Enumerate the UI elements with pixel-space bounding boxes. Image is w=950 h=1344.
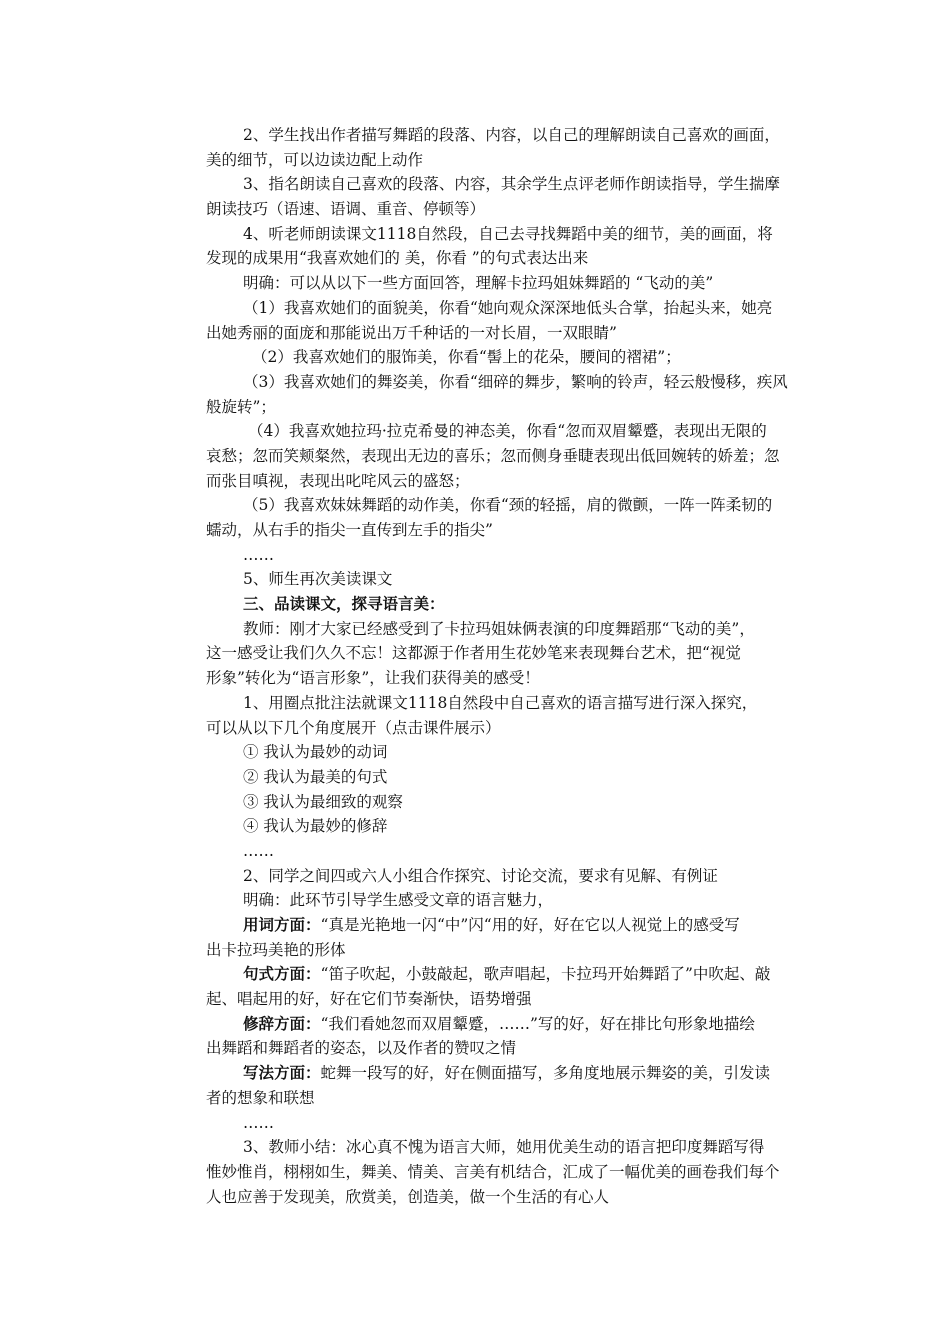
paragraph-line: 惟妙惟肖，栩栩如生，舞美、情美、言美有机结合，汇成了一幅优美的画卷我们每个 xyxy=(206,1162,780,1181)
paragraph-line: 发现的成果用“我喜欢她们的 美，你看 ”的句式表达出来 xyxy=(206,249,589,268)
paragraph-line xyxy=(206,1012,806,1037)
paragraph-line: （1）我喜欢她们的面貌美，你看“她向观众深深地低头合掌，抬起头来，她亮 xyxy=(243,298,773,317)
list-item: ① 我认为最妙的动词 xyxy=(243,743,388,762)
bold-lead: 句式方面： xyxy=(243,964,321,984)
paragraph-text: 蛇舞一段写的好，好在侧面描写，多角度地展示舞姿的美，引发读 xyxy=(320,1064,771,1083)
paragraph-line: 而张目嗔视，表现出叱咤风云的盛怒； xyxy=(206,471,470,490)
paragraph-text: “我们看她忽而双眉颦蹙，……”写的好，好在排比句形象地描绘 xyxy=(320,1014,755,1033)
paragraph-line: 美的细节，可以边读边配上动作 xyxy=(206,150,424,169)
paragraph-line: 可以从以下几个角度展开（点击课件展示） xyxy=(206,718,501,737)
paragraph-line: 般旋转”； xyxy=(206,397,276,416)
list-item: ④ 我认为最妙的修辞 xyxy=(243,817,388,836)
paragraph-line: 这一感受让我们久久不忘！这都源于作者用生花妙笔来表现舞台艺术，把“视觉 xyxy=(206,644,741,663)
paragraph-line xyxy=(206,913,806,938)
paragraph-line: 3、教师小结：冰心真不愧为语言大师，她用优美生动的语言把印度舞蹈写得 xyxy=(243,1138,765,1157)
section-heading: 三、品读课文，探寻语言美： xyxy=(243,594,445,614)
paragraph-line: 哀愁；忽而笑颊粲然，表现出无边的喜乐；忽而侧身垂睫表现出低回婉转的娇羞；忽 xyxy=(206,446,780,465)
paragraph-line: 5、师生再次美读课文 xyxy=(243,570,393,589)
paragraph-text: “真是光艳地一闪“中”闪“用的好，好在它以人视觉上的感受写 xyxy=(320,916,740,934)
paragraph-line: 2、同学之间四或六人小组合作探究、讨论交流，要求有见解、有例证 xyxy=(243,866,718,885)
paragraph-line: （4）我喜欢她拉玛·拉克希曼的神态美，你看“忽而双眉颦蹙，表现出无限的 xyxy=(248,422,767,441)
paragraph-line: 蠕动，从右手的指尖一直传到左手的指尖” xyxy=(206,521,493,539)
list-item: ③ 我认为最细致的观察 xyxy=(243,792,403,811)
paragraph-line: …… xyxy=(243,1113,274,1132)
paragraph-line: 出她秀丽的面庞和那能说出万千种话的一对长眉，一双眼睛” xyxy=(206,323,617,342)
paragraph-line: 出卡拉玛美艳的形体 xyxy=(206,940,346,959)
paragraph-line: …… xyxy=(243,841,274,860)
paragraph-line: 2、学生找出作者描写舞蹈的段落、内容，以自己的理解朗读自己喜欢的画面， xyxy=(243,126,780,144)
paragraph-line xyxy=(206,1061,806,1086)
paragraph-line: 出舞蹈和舞蹈者的姿态，以及作者的赞叹之情 xyxy=(206,1039,517,1058)
paragraph-line: 朗读技巧（语速、语调、重音、停顿等） xyxy=(206,200,486,219)
paragraph-line: 人也应善于发现美，欣赏美，创造美，做一个生活的有心人 xyxy=(206,1187,610,1206)
paragraph-line: （3）我喜欢她们的舞姿美，你看“细碎的舞步，繁响的铃声，轻云般慢移，疾风 xyxy=(243,372,788,391)
paragraph-line: 明确：可以从以下一些方面回答，理解卡拉玛姐妹舞蹈的 “飞动的美” xyxy=(243,274,714,293)
document-body xyxy=(206,123,806,1209)
paragraph-line: …… xyxy=(243,545,274,564)
paragraph-line: 形象”转化为“语言形象”，让我们获得美的感受！ xyxy=(206,669,540,688)
paragraph-line: 4、听老师朗读课文1118自然段，自己去寻找舞蹈中美的细节，美的画面，将 xyxy=(243,224,773,243)
bold-lead: 写法方面： xyxy=(243,1063,321,1083)
list-item: ② 我认为最美的句式 xyxy=(243,767,388,786)
paragraph-text: “笛子吹起，小鼓敲起，歌声唱起，卡拉玛开始舞蹈了”中吹起、敲 xyxy=(320,965,771,984)
paragraph-line: 1、用圈点批注法就课文1118自然段中自己喜欢的语言描写进行深入探究， xyxy=(243,693,758,712)
paragraph-line: 3、指名朗读自己喜欢的段落、内容，其余学生点评老师作朗读指导，学生揣摩 xyxy=(243,175,780,194)
paragraph-line xyxy=(206,962,806,987)
paragraph-line: （5）我喜欢妹妹舞蹈的动作美，你看“颈的轻摇，肩的微颤，一阵一阵柔韧的 xyxy=(243,496,773,515)
paragraph-line: 教师：刚才大家已经感受到了卡拉玛姐妹俩表演的印度舞蹈那“飞动的美”， xyxy=(243,619,755,638)
bold-lead: 用词方面： xyxy=(243,915,321,934)
paragraph-line: 起、唱起用的好，好在它们节奏渐快，语势增强 xyxy=(206,990,532,1009)
bold-lead: 修辞方面： xyxy=(243,1013,321,1033)
paragraph-line: 明确：此环节引导学生感受文章的语言魅力， xyxy=(243,891,554,910)
paragraph-line: （2）我喜欢她们的服饰美，你看“髻上的花朵，腰间的褶裙”； xyxy=(252,348,681,367)
paragraph-line: 者的想象和联想 xyxy=(206,1088,315,1107)
